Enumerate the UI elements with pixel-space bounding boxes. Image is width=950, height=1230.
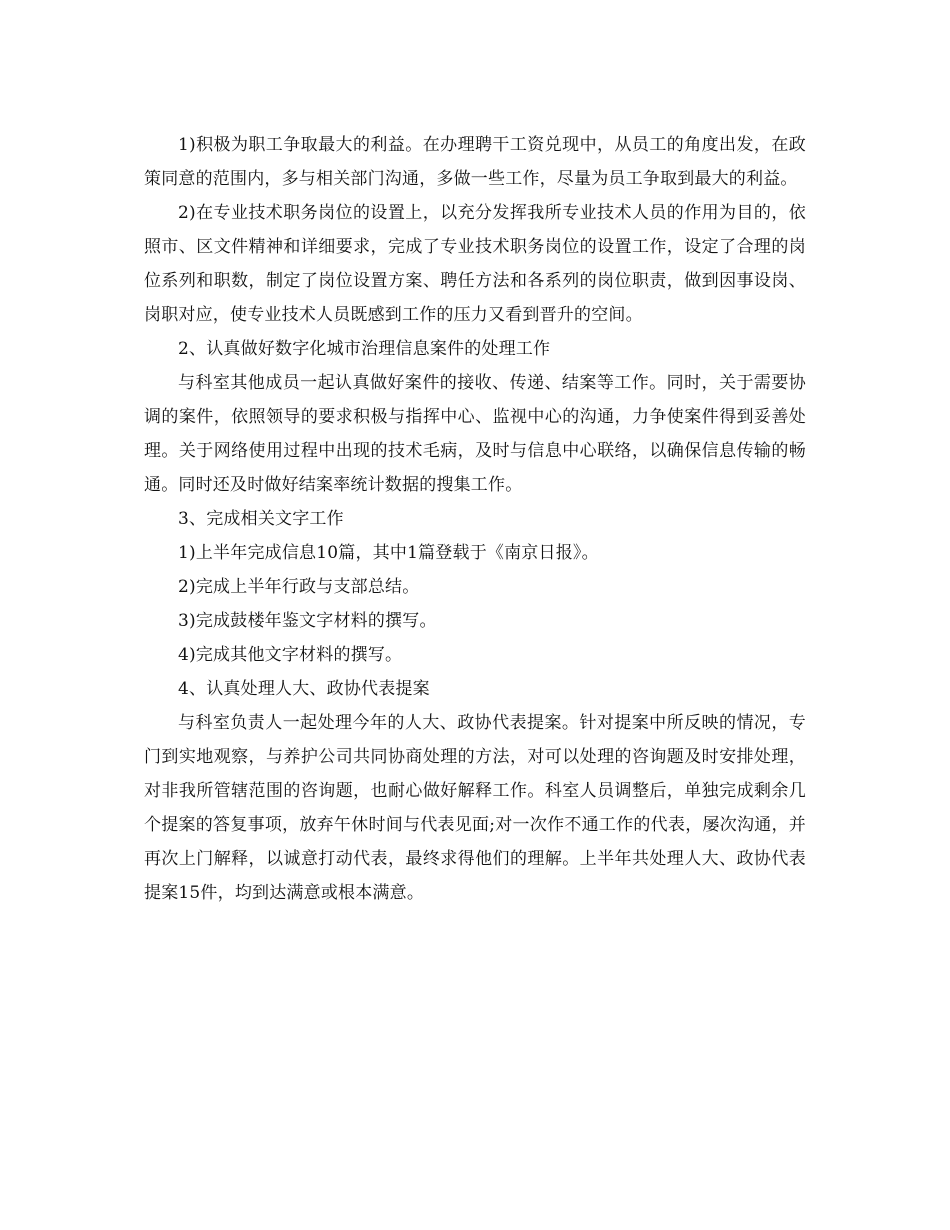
paragraph-case-handling: 与科室其他成员一起认真做好案件的接收、传递、结案等工作。同时，关于需要协调的案件，依照领导的要求积极与指挥中心、监视中心的沟通，力争使案件得到妥善处理。关于网络使用过程中出现的技术毛病，及时与信息中心联络，以确保信息传输的畅通。同时还及时做好结案率统计数据的搜集工作。 (144, 373, 806, 495)
section-heading-digital-city: 2、认真做好数字化城市治理信息案件的处理工作 (178, 339, 551, 359)
paragraph-employee-benefits: 1)积极为职工争取最大的利益。在办理聘干工资兑现中，从员工的角度出发，在政策同意的范围内，多与相关部门沟通，多做一些工作，尽量为员工争取到最大的利益。 (144, 135, 806, 189)
document-page (144, 128, 806, 910)
paragraph-post-setting: 2)在专业技术职务岗位的设置上，以充分发挥我所专业技术人员的作用为目的，依照市、区文件精神和详细要求，完成了专业技术职务岗位的设置工作，设定了合理的岗位系列和职数，制定了岗位设置方案、聘任方法和各系列的岗位职责，做到因事设岗、岗职对应，使专业技术人员既感到工作的压力又看到晋升的空间。 (144, 203, 806, 325)
list-item-other-materials: 4)完成其他文字材料的撰写。 (178, 645, 403, 665)
section-heading-writing-work: 3、完成相关文字工作 (178, 509, 344, 529)
section-heading-proposals: 4、认真处理人大、政协代表提案 (178, 679, 430, 699)
list-item-summary: 2)完成上半年行政与支部总结。 (178, 577, 420, 597)
list-item-information: 1)上半年完成信息10篇，其中1篇登载于《南京日报》。 (178, 543, 599, 563)
list-item-yearbook: 3)完成鼓楼年鉴文字材料的撰写。 (178, 611, 437, 631)
paragraph-proposal-handling: 与科室负责人一起处理今年的人大、政协代表提案。针对提案中所反映的情况，专门到实地观察，与养护公司共同协商处理的方法，对可以处理的咨询题及时安排处理，对非我所管辖范围的咨询题，也耐心做好解释工作。科室人员调整后，单独完成剩余几个提案的答复事项，放弃午休时间与代表见面;对一次作不通工作的代表，屡次沟通，并再次上门解释，以诚意打动代表，最终求得他们的理解。上半年共处理人大、政协代表提案15件，均到达满意或根本满意。 (144, 713, 806, 903)
